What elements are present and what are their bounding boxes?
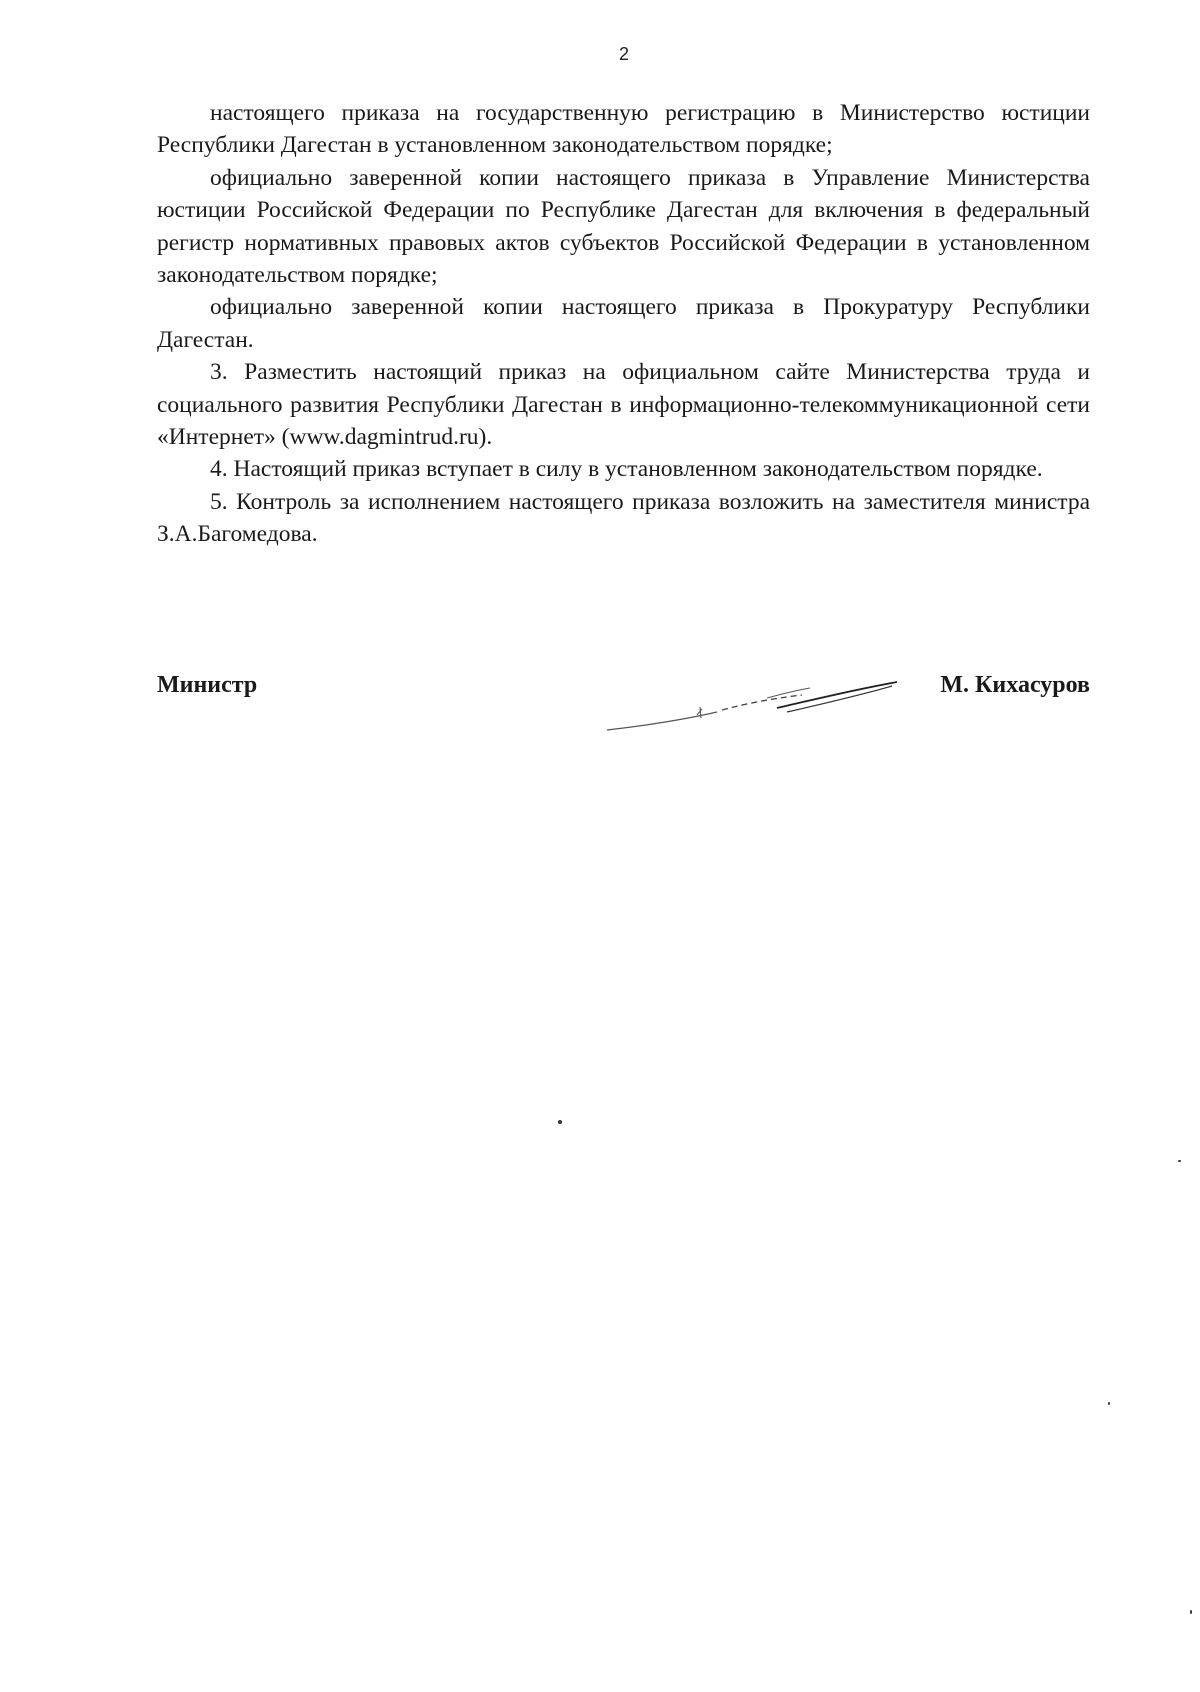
page-number: 2 <box>618 44 629 64</box>
paragraph-item-4-effective: 4. Настоящий приказ вступает в силу в установленном законодательством порядке. <box>210 456 1043 483</box>
paragraph-item-3-publish: 3. Разместить настоящий приказ на официальном сайте Министерства труда и социального развития Республики Дагестан в информационно-телекоммуникационной сети «Интернет» (www.dagmintrud.ru). <box>157 359 1090 451</box>
signatory-title: Министр <box>157 672 258 698</box>
handwritten-signature <box>602 660 912 740</box>
paragraph-prosecutor: официально заверенной копии настоящего приказа в Прокуратуру Республики Дагестан. <box>157 294 1090 353</box>
paragraph-federal-register: официально заверенной копии настоящего приказа в Управление Министерства юстиции Российской Федерации по Республике Дагестан для включения в федеральный регистр нормативных правовых актов субъектов Российской Федерации в установленном законодательством порядке; <box>157 164 1090 289</box>
scan-speck <box>1108 1402 1110 1405</box>
scan-speck <box>1190 1610 1192 1614</box>
signature-block <box>157 672 1090 752</box>
document-body <box>157 97 1090 551</box>
paragraph-registration: настоящего приказа на государственную регистрацию в Министерство юстиции Республики Дагестан в установленном законодательством порядке; <box>157 100 1090 159</box>
scan-speck <box>558 1120 562 1124</box>
paragraph-item-5-control: 5. Контроль за исполнением настоящего приказа возложить на заместителя министра З.А.Багомедова. <box>157 488 1090 548</box>
signatory-name: М. Кихасуров <box>940 672 1090 698</box>
scan-speck <box>1178 1160 1181 1162</box>
